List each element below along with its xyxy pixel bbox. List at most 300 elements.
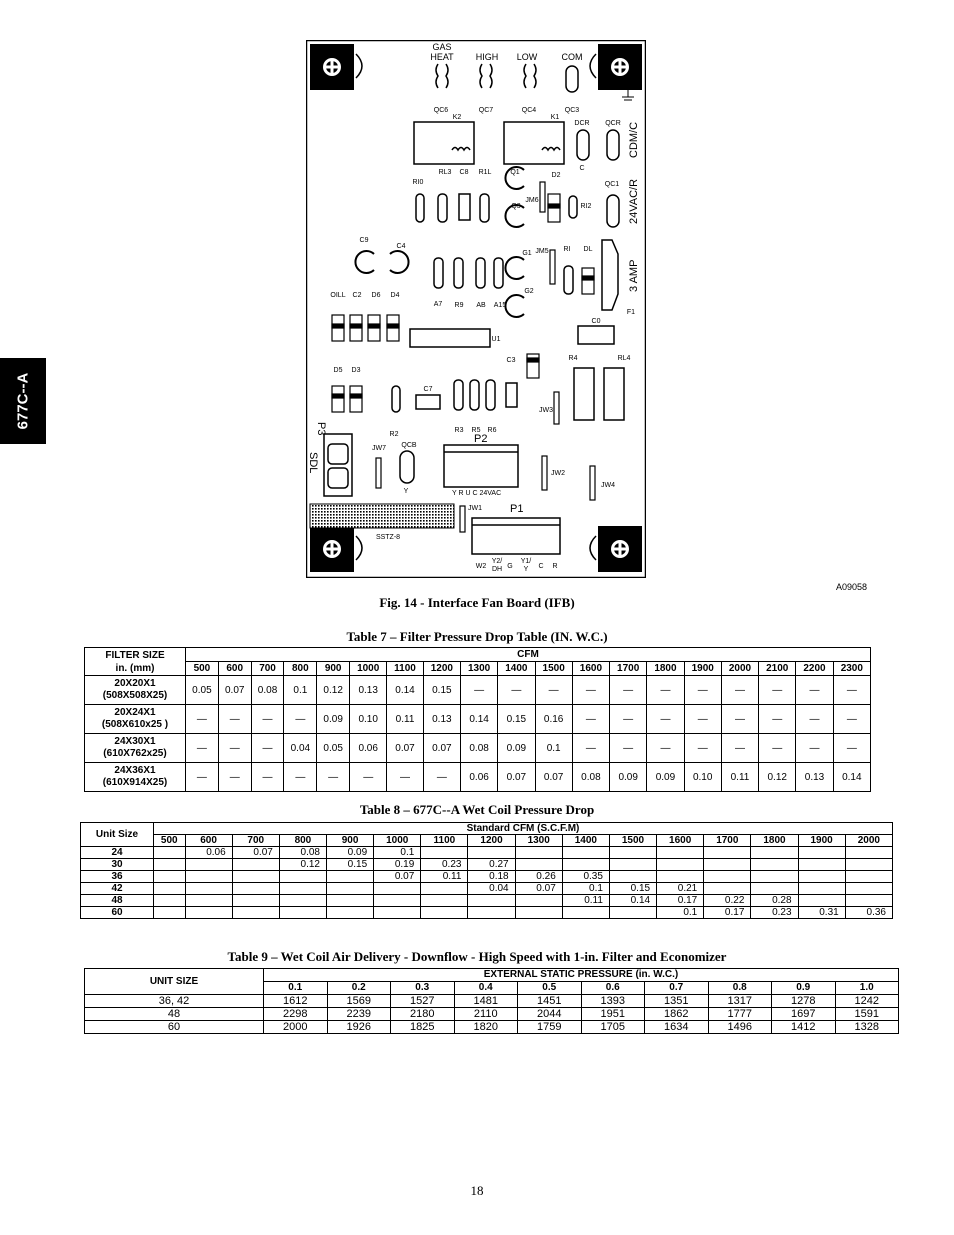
table9-col-header: 0.5 [518, 982, 582, 995]
table7-caption: Table 7 – Filter Pressure Drop Table (IN. W.C.) [346, 629, 608, 644]
table-cell: 1393 [581, 995, 645, 1008]
table-cell: — [572, 705, 609, 734]
table-cell: 1328 [835, 1021, 899, 1034]
table-cell: 1825 [391, 1021, 455, 1034]
table-cell: 1820 [454, 1021, 518, 1034]
label-ab: AB [476, 302, 486, 309]
table7-group-header: CFM [186, 648, 871, 662]
filter-size-mm: (610X762x25) [103, 748, 167, 759]
table9-row-header: 60 [85, 1021, 264, 1034]
table-cell: 2044 [518, 1008, 582, 1021]
interface-fan-board-diagram [306, 40, 646, 578]
table-cell: 2298 [264, 1008, 328, 1021]
table9-col-header: 1.0 [835, 982, 899, 995]
table9-col-header: 0.7 [645, 982, 709, 995]
table-cell: 0.08 [279, 847, 326, 859]
filter-size-mm: (610X914X25) [102, 777, 168, 788]
table-cell: 0.12 [759, 763, 796, 792]
table-cell [154, 871, 186, 883]
table-cell [154, 883, 186, 895]
table7-col-header: 600 [218, 662, 251, 676]
table-cell: 1634 [645, 1021, 709, 1034]
table-cell: — [684, 705, 721, 734]
label-k2: K2 [452, 114, 462, 121]
label-p2: P2 [474, 433, 488, 445]
table-cell: 1777 [708, 1008, 772, 1021]
table-cell: — [284, 763, 317, 792]
label-c4: C4 [396, 243, 406, 250]
table-cell [421, 907, 468, 919]
label-c: C [579, 165, 585, 172]
table-cell: 0.06 [185, 847, 232, 859]
label-y: Y [403, 488, 409, 495]
label-q3: Q3 [511, 203, 521, 210]
table-cell: — [721, 705, 758, 734]
table-cell: — [460, 676, 497, 705]
label-r6: R6 [487, 427, 497, 434]
table-cell: — [610, 734, 647, 763]
table-row [81, 895, 893, 907]
table-cell: — [610, 676, 647, 705]
table-cell [704, 871, 751, 883]
filter-size-mm: (508X610x25 ) [101, 719, 169, 730]
table-cell: 0.1 [657, 907, 704, 919]
table-cell: 0.31 [798, 907, 845, 919]
table-cell: 2110 [454, 1008, 518, 1021]
table-cell [374, 907, 421, 919]
table-cell: — [572, 734, 609, 763]
table9-corner: UNIT SIZE [85, 969, 264, 995]
label-dcr: DCR [574, 120, 590, 127]
table-cell: — [759, 676, 796, 705]
table-cell [185, 883, 232, 895]
label-p3: P3 [315, 422, 327, 436]
table-cell: 0.09 [647, 763, 684, 792]
wet-coil-pressure-drop-table [80, 822, 893, 919]
table-cell: 0.11 [562, 895, 609, 907]
label-g2: G2 [524, 288, 534, 295]
label-a7: A7 [433, 301, 443, 308]
table-cell [515, 907, 562, 919]
table-cell: — [186, 734, 219, 763]
table-cell: 1278 [772, 995, 836, 1008]
edge-connector [310, 504, 454, 528]
label-c3: C3 [506, 357, 516, 364]
label-3amp: 3 AMP [628, 259, 640, 292]
filter-size: 20X20X1 [114, 678, 156, 689]
table-cell [609, 907, 656, 919]
table-cell: 0.11 [721, 763, 758, 792]
label-y1-y: Y [523, 566, 529, 573]
table9-caption: Table 9 – Wet Coil Air Delivery - Downflow - High Speed with 1-in. Filter and Economizer [227, 949, 727, 964]
label-u1: U1 [491, 336, 501, 343]
side-tab [0, 358, 46, 444]
table-cell [185, 859, 232, 871]
label-qc1: QC1 [604, 181, 620, 188]
label-k1: K1 [550, 114, 560, 121]
label-r9: R9 [454, 302, 464, 309]
table-cell: 0.15 [609, 883, 656, 895]
table7-col-header: 1800 [647, 662, 684, 676]
table-cell: 0.16 [535, 705, 572, 734]
table-cell [326, 907, 373, 919]
table8-row-header: 42 [81, 883, 154, 895]
table-cell: — [218, 734, 251, 763]
table-cell: 1697 [772, 1008, 836, 1021]
table-cell: — [721, 734, 758, 763]
table8-row-header: 24 [81, 847, 154, 859]
table8-col-header: 1800 [751, 835, 798, 847]
table-cell: 0.08 [572, 763, 609, 792]
table-cell: 0.09 [317, 705, 350, 734]
table-cell [326, 883, 373, 895]
table7-column-headers [85, 662, 871, 676]
table-cell [279, 907, 326, 919]
table-cell: 0.10 [684, 763, 721, 792]
table-cell [279, 871, 326, 883]
table-cell [232, 907, 279, 919]
label-qc4: QC4 [521, 107, 537, 114]
table-cell [562, 907, 609, 919]
label-p2-pins: Y R U C 24VAC [452, 490, 502, 497]
table7-col-header: 2000 [721, 662, 758, 676]
table-cell [751, 883, 798, 895]
table-cell [232, 859, 279, 871]
figure-caption: Fig. 14 - Interface Fan Board (IFB) [379, 595, 575, 610]
table-cell [657, 871, 704, 883]
table7-col-header: 700 [251, 662, 284, 676]
label-jw3: JW3 [539, 407, 553, 414]
label-q1: Q1 [510, 169, 520, 176]
table8-col-header: 500 [154, 835, 186, 847]
table-cell [421, 883, 468, 895]
table-cell: 0.05 [186, 676, 219, 705]
table9-body [85, 995, 899, 1034]
table-cell: 0.09 [326, 847, 373, 859]
figure-id: A09058 [836, 582, 868, 592]
table-cell [609, 847, 656, 859]
filter-size-mm: (508X508X25) [102, 690, 168, 701]
table-cell: 0.15 [326, 859, 373, 871]
table8-column-headers [81, 835, 893, 847]
table-cell: — [317, 763, 350, 792]
table-cell: 0.12 [279, 859, 326, 871]
label-qc7: QC7 [478, 107, 494, 114]
table-cell [154, 907, 186, 919]
table-cell: — [387, 763, 423, 792]
label-qcr: QCR [605, 120, 621, 127]
table-cell: — [684, 676, 721, 705]
table-cell: 0.28 [751, 895, 798, 907]
table-cell: — [251, 705, 284, 734]
table-cell [798, 895, 845, 907]
table-cell: 0.11 [421, 871, 468, 883]
label-ri2: RI2 [580, 203, 592, 210]
table-cell [421, 895, 468, 907]
table-cell: 0.12 [317, 676, 350, 705]
table-cell [657, 847, 704, 859]
table-row [85, 676, 871, 705]
label-r1l: R1L [478, 169, 492, 176]
table7-corner-line1: FILTER SIZE [105, 649, 165, 661]
table-cell: — [186, 763, 219, 792]
table-cell: 0.21 [657, 883, 704, 895]
table7-row-header [85, 734, 186, 763]
table-cell: 0.36 [845, 907, 892, 919]
table-cell: 1527 [391, 995, 455, 1008]
table-cell: — [647, 734, 684, 763]
label-qcb: QCB [401, 442, 417, 449]
label-c8: C8 [459, 169, 469, 176]
label-jw2: JW2 [551, 470, 565, 477]
label-jw4: JW4 [601, 482, 615, 489]
label-c2: C2 [352, 292, 362, 299]
label-jw7: JW7 [372, 445, 386, 452]
table7-col-header: 1100 [387, 662, 423, 676]
label-jm6: JM6 [525, 197, 539, 204]
table-cell: — [284, 705, 317, 734]
table-row [85, 995, 899, 1008]
label-c9: C9 [359, 237, 369, 244]
table-cell: — [759, 734, 796, 763]
table-cell [279, 883, 326, 895]
label-y1: Y1/ [520, 558, 532, 565]
table-row [81, 859, 893, 871]
table7-col-header: 1500 [535, 662, 572, 676]
table-cell: 1591 [835, 1008, 899, 1021]
table-cell: 1612 [264, 995, 328, 1008]
table-cell: 0.14 [833, 763, 870, 792]
table7-col-header: 500 [186, 662, 219, 676]
table-cell [326, 871, 373, 883]
table-cell: — [218, 763, 251, 792]
table9-row-header: 48 [85, 1008, 264, 1021]
table-cell: 1351 [645, 995, 709, 1008]
table-cell: 0.18 [468, 871, 515, 883]
table-cell: 0.23 [751, 907, 798, 919]
table-cell: 0.06 [460, 763, 497, 792]
table-cell [609, 871, 656, 883]
label-jw1: JW1 [468, 505, 482, 512]
label-d4: D4 [390, 292, 400, 299]
table8-row-header: 36 [81, 871, 154, 883]
table-cell: 0.22 [704, 895, 751, 907]
page-number: 18 [470, 1183, 484, 1198]
table7-col-header: 800 [284, 662, 317, 676]
table-cell: 0.07 [423, 734, 460, 763]
table-cell [374, 895, 421, 907]
table-cell [185, 895, 232, 907]
table-cell: 0.13 [796, 763, 833, 792]
label-r3: R3 [454, 427, 464, 434]
table8-col-header: 1200 [468, 835, 515, 847]
label-dh: DH [491, 566, 503, 573]
label-p1: P1 [510, 503, 524, 515]
table-cell: — [796, 676, 833, 705]
table8-body [81, 847, 893, 919]
label-jm5: JM5 [535, 248, 549, 255]
table7-row-header [85, 705, 186, 734]
table-cell [185, 871, 232, 883]
table-cell: — [647, 676, 684, 705]
table-row [81, 907, 893, 919]
table-cell: 0.09 [610, 763, 647, 792]
label-c0: C0 [591, 318, 601, 325]
label-p1-r: R [552, 563, 558, 570]
table-cell [468, 907, 515, 919]
label-d2: D2 [551, 172, 561, 179]
filter-size: 24X36X1 [114, 765, 156, 776]
table-cell: 1317 [708, 995, 772, 1008]
table8-row-header: 48 [81, 895, 154, 907]
table-cell: — [833, 734, 870, 763]
table-cell: 1481 [454, 995, 518, 1008]
table-cell: 1926 [327, 1021, 391, 1034]
table-cell: 1951 [581, 1008, 645, 1021]
table-cell [232, 883, 279, 895]
label-g: G [507, 563, 513, 570]
table-cell [154, 847, 186, 859]
table7-row-header [85, 676, 186, 705]
table9-col-header: 0.6 [581, 982, 645, 995]
table-cell [562, 847, 609, 859]
table8-col-header: 1700 [704, 835, 751, 847]
table7-corner-line2: in. (mm) [115, 662, 155, 674]
label-d6: D6 [371, 292, 381, 299]
table8-col-header: 1000 [374, 835, 421, 847]
table-cell: — [684, 734, 721, 763]
table8-col-header: 800 [279, 835, 326, 847]
table-cell: 0.07 [515, 883, 562, 895]
table8-col-header: 1600 [657, 835, 704, 847]
table-cell [468, 847, 515, 859]
table-row [81, 871, 893, 883]
table-cell [845, 871, 892, 883]
table-cell: 2180 [391, 1008, 455, 1021]
table-cell: — [647, 705, 684, 734]
label-p1-c: C [538, 563, 544, 570]
table-cell [232, 871, 279, 883]
table-cell [326, 895, 373, 907]
label-g1: G1 [522, 250, 532, 257]
table-cell: 0.08 [251, 676, 284, 705]
table-cell: 0.13 [350, 676, 387, 705]
table-cell: 1496 [708, 1021, 772, 1034]
label-dl: DL [583, 246, 593, 253]
label-sstz: SSTZ-8 [375, 534, 401, 541]
table-cell: — [796, 705, 833, 734]
wet-coil-air-delivery-table [84, 968, 899, 1034]
table-cell [421, 847, 468, 859]
table7-col-header: 1400 [498, 662, 535, 676]
table-cell: — [759, 705, 796, 734]
table-cell: 0.14 [387, 676, 423, 705]
table8-row-header: 30 [81, 859, 154, 871]
table-cell: — [833, 705, 870, 734]
table-cell: 0.17 [704, 907, 751, 919]
table8-col-header: 600 [185, 835, 232, 847]
table-cell: 1705 [581, 1021, 645, 1034]
table-cell [468, 895, 515, 907]
filter-pressure-drop-table [84, 647, 871, 792]
table-cell: 0.07 [498, 763, 535, 792]
table-cell: — [535, 676, 572, 705]
table-cell [798, 859, 845, 871]
table7-col-header: 900 [317, 662, 350, 676]
table-cell [232, 895, 279, 907]
table-row [85, 705, 871, 734]
table-cell: — [251, 734, 284, 763]
table-cell: 0.07 [218, 676, 251, 705]
table8-row-header: 60 [81, 907, 154, 919]
table-cell [751, 847, 798, 859]
table-row [81, 883, 893, 895]
table-cell: — [186, 705, 219, 734]
label-sdl: SDL [307, 452, 319, 474]
label-d5: D5 [333, 367, 343, 374]
table-cell: 0.1 [535, 734, 572, 763]
board-svg [306, 40, 646, 578]
table-cell: 0.07 [232, 847, 279, 859]
table9-row-header: 36, 42 [85, 995, 264, 1008]
table-cell: 1412 [772, 1021, 836, 1034]
table9-col-header: 0.4 [454, 982, 518, 995]
table-cell [704, 847, 751, 859]
label-24vacr: 24VAC/R [628, 178, 640, 224]
table8-col-header: 1500 [609, 835, 656, 847]
table7-col-header: 1200 [423, 662, 460, 676]
table-cell: 0.13 [423, 705, 460, 734]
table-cell: — [572, 676, 609, 705]
table-cell: 0.26 [515, 871, 562, 883]
label-low: LOW [516, 52, 538, 62]
label-high: HIGH [475, 52, 499, 62]
table8-col-header: 1100 [421, 835, 468, 847]
table-cell [185, 907, 232, 919]
label-oill: OILL [330, 292, 346, 299]
table-cell: — [610, 705, 647, 734]
table-cell [609, 859, 656, 871]
table-cell: 0.14 [609, 895, 656, 907]
label-gas: GAS [432, 42, 452, 52]
table-cell: — [423, 763, 460, 792]
table-cell: 0.23 [421, 859, 468, 871]
label-cdmc: CDM/C [628, 121, 640, 158]
table7-col-header: 1900 [684, 662, 721, 676]
table8-col-header: 900 [326, 835, 373, 847]
table-cell: 2239 [327, 1008, 391, 1021]
table7-row-header [85, 763, 186, 792]
table-cell [798, 847, 845, 859]
table9-col-header: 0.8 [708, 982, 772, 995]
table-cell [154, 895, 186, 907]
table-cell: 0.07 [535, 763, 572, 792]
table-cell: 0.14 [460, 705, 497, 734]
table9-col-header: 0.1 [264, 982, 328, 995]
table-cell [845, 859, 892, 871]
table7-col-header: 1600 [572, 662, 609, 676]
table8-corner: Unit Size [81, 823, 154, 847]
table-cell: 0.04 [468, 883, 515, 895]
table7-col-header: 2300 [833, 662, 870, 676]
label-rl3: RL3 [438, 169, 452, 176]
table-cell: 2000 [264, 1021, 328, 1034]
table-cell: 0.15 [423, 676, 460, 705]
table-cell [845, 883, 892, 895]
table-cell [279, 895, 326, 907]
label-com: COM [561, 52, 583, 62]
table-cell: 0.07 [374, 871, 421, 883]
